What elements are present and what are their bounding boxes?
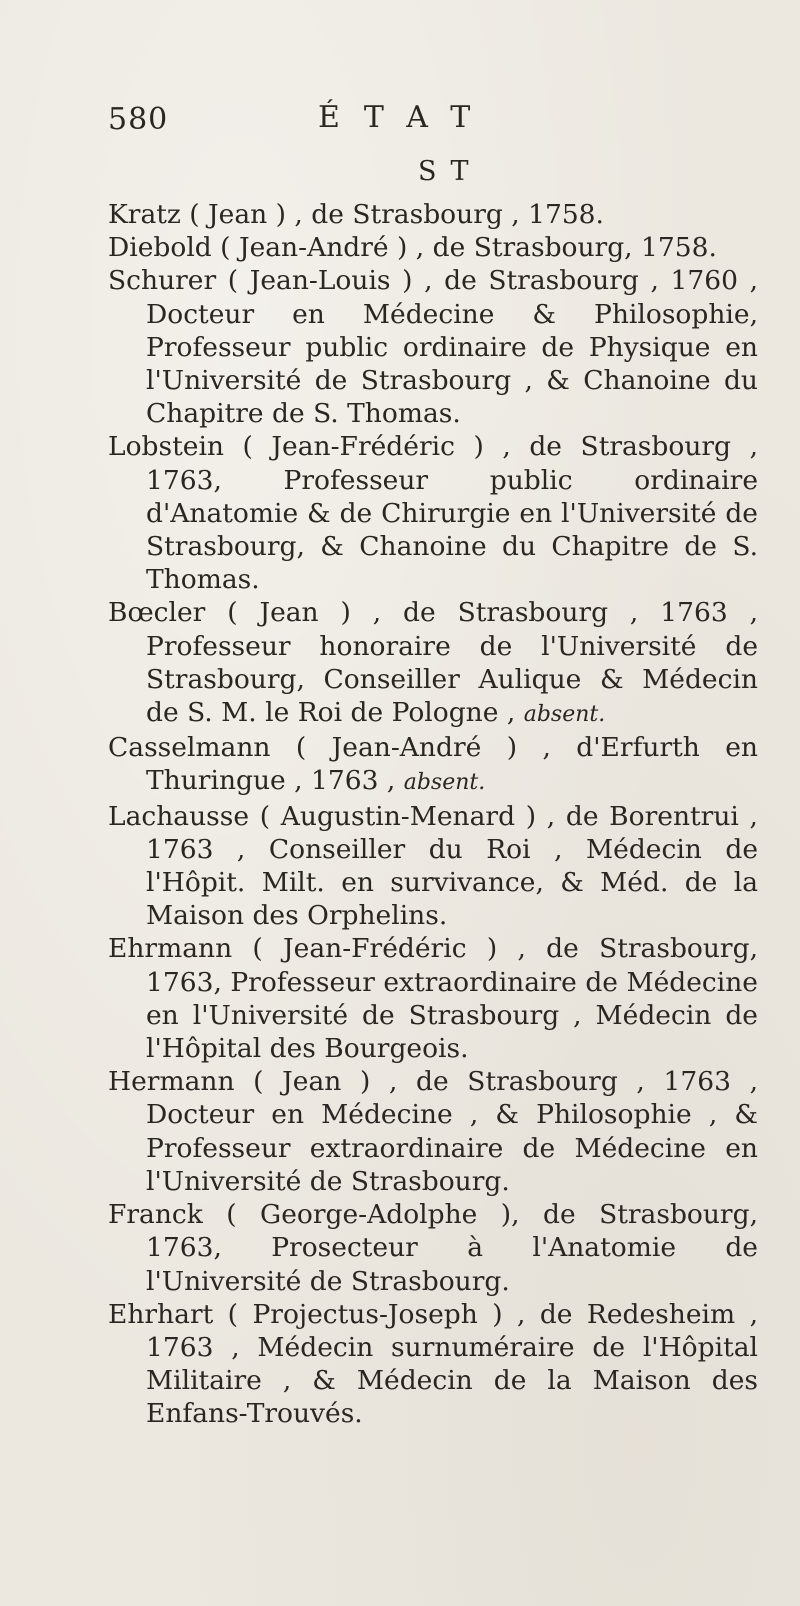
list-item: Ehrhart ( Projectus-Joseph ) , de Redesheim , 1763 , Médecin surnuméraire de l'Hôpital Militaire , & Médecin de la Maison des Enfans-Trouvés.: [108, 1298, 758, 1430]
running-title: ÉTAT: [318, 100, 495, 135]
list-item: Casselmann ( Jean-André ) , d'Erfurth en Thuringue , 1763 , absent.: [108, 732, 758, 797]
absent-note: absent.: [403, 770, 486, 796]
list-item: Bœcler ( Jean ) , de Strasbourg , 1763 , Professeur honoraire de l'Université de Strasbourg, Conseiller Aulique & Médecin de S. M. le Roi de Pologne , absent.: [108, 597, 758, 729]
list-item: Kratz ( Jean ) , de Strasbourg , 1758.: [108, 199, 604, 230]
absent-note: absent.: [523, 702, 606, 728]
list-item: Schurer ( Jean-Louis ) , de Strasbourg , 1760 , Docteur en Médecine & Philosophie, Professeur public ordinaire de Physique en l'Université de Strasbourg , & Chanoine du Chapitre de S. Thomas.: [108, 265, 758, 430]
list-item: Hermann ( Jean ) , de Strasbourg , 1763 , Docteur en Médecine , & Philosophie , & Professeur extraordinaire de Médecine en l'Université de Strasbourg.: [108, 1066, 758, 1197]
entry-list: [108, 198, 758, 1431]
list-item: Franck ( George-Adolphe ), de Strasbourg, 1763, Prosecteur à l'Anatomie de l'Université de Strasbourg.: [108, 1199, 758, 1297]
page-number: 580: [108, 102, 169, 137]
list-item: Ehrmann ( Jean-Frédéric ) , de Strasbourg, 1763, Professeur extraordinaire de Médecine en l'Université de Strasbourg , Médecin de l'Hôpital des Bourgeois.: [108, 933, 758, 1065]
list-item: Lachausse ( Augustin-Menard ) , de Borentrui , 1763 , Conseiller du Roi , Médecin de l'Hôpit. Milt. en survivance, & Méd. de la Maison des Orphelins.: [108, 800, 758, 932]
page-header: [108, 100, 708, 144]
list-item: Lobstein ( Jean-Frédéric ) , de Strasbourg , 1763, Professeur public ordinaire d'Anatomie & de Chirurgie en l'Université de Strasbourg, & Chanoine du Chapitre de S. Thomas.: [108, 431, 758, 596]
section-letter: ST: [418, 156, 483, 187]
list-item: Diebold ( Jean-André ) , de Strasbourg, 1758.: [108, 232, 717, 264]
